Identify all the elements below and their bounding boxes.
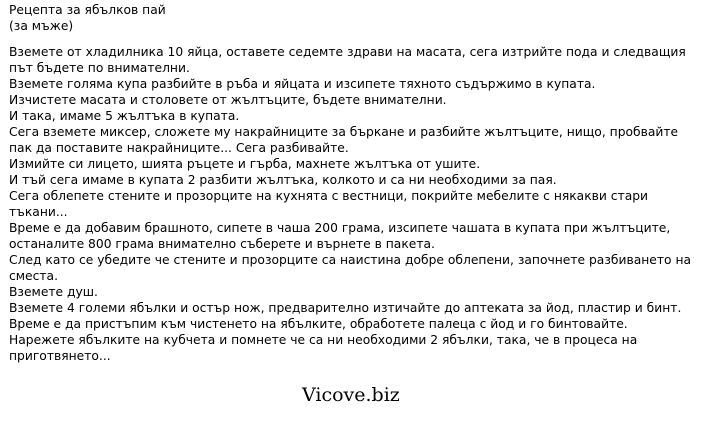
recipe-step: И така, имаме 5 жълтъка в купата. — [9, 109, 240, 123]
recipe-step: Изчистете масата и столовете от жълтъците, бъдете внимателни. — [9, 93, 447, 107]
recipe-title: Рецепта за ябълков пай — [9, 3, 166, 17]
recipe-subtitle: (за мъже) — [9, 19, 74, 33]
recipe-step: Сега облепете стените и прозорците на кухнята с вестници, покрийте мебелите с някакви стари тъкани... — [9, 189, 649, 219]
recipe-step: Време е да добавим брашното, сипете в чаша 200 грама, изсипете чашата в купата при жълтъците, останалите 800 грама внимателно съберете и върнете в пакета. — [9, 221, 671, 251]
recipe-step: Сега вземете миксер, сложете му накрайниците за бъркане и разбийте жълтъците, нищо, пробвайте пак да поставите накрайниците... Сега разбивайте. — [9, 125, 679, 155]
recipe-document — [9, 2, 699, 364]
recipe-step: Нарежете ябълките на кубчета и помнете че са ни необходими 2 ябълки, така, че в процеса на приготвянето... — [9, 333, 638, 363]
site-watermark: Vicove.biz — [302, 384, 400, 406]
recipe-step: Време е да пристъпим към чистенето на ябълките, обработете палеца с йод и го бинтовайте. — [9, 317, 628, 331]
recipe-step: Вземете 4 големи ябълки и остър нож, предварително изтичайте до аптеката за йод, пластир и бинт. — [9, 301, 682, 315]
recipe-step: Вземете от хладилника 10 яйца, оставете седемте здрави на масата, сега изтрийте пода и следващия път бъдете по внимателни. — [9, 45, 686, 75]
recipe-step: И тъй сега имаме в купата 2 разбити жълтъка, колкото и са ни необходими за пая. — [9, 173, 557, 187]
recipe-step: Вземете душ. — [9, 285, 98, 299]
recipe-steps — [9, 44, 699, 364]
recipe-step: Измийте си лицето, шията ръцете и гърба, махнете жълтъка от ушите. — [9, 157, 481, 171]
recipe-step: Вземете голяма купа разбийте в ръба и яйцата и изсипете тяхното съдържимо в купата. — [9, 77, 596, 91]
recipe-step: След като се убедите че стените и прозорците са наистина добре облепени, започнете разбиването на сместа. — [9, 253, 692, 283]
